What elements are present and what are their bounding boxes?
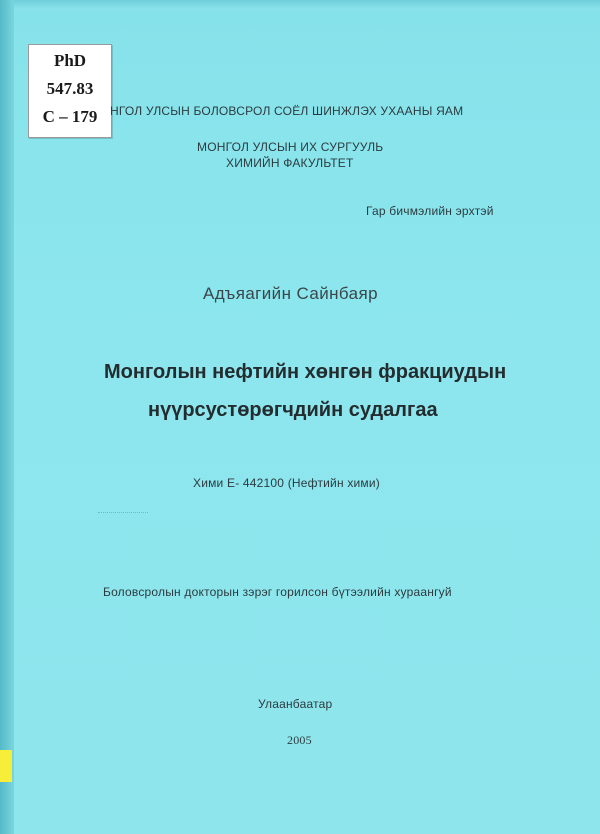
specialty-code: Хими Е- 442100 (Нефтийн хими) — [193, 476, 380, 490]
city: Улаанбаатар — [258, 697, 333, 711]
year: 2005 — [287, 733, 312, 747]
faculty-name: ХИМИЙН ФАКУЛЬТЕТ — [226, 156, 354, 170]
faint-mark — [98, 512, 148, 516]
call-number-line3: C – 179 — [42, 107, 98, 126]
library-call-number-label — [28, 44, 112, 138]
yellow-tab — [0, 750, 12, 782]
manuscript-rights-note: Гар бичмэлийн эрхтэй — [366, 204, 494, 218]
thesis-title-line2: нүүрсустөрөгчдийн судалгаа — [148, 399, 438, 421]
author-name: Адъяагийн Сайнбаяр — [203, 284, 378, 303]
degree-abstract-note: Боловсролын докторын зэрэг горилсон бүтээлийн хураангуй — [103, 585, 452, 599]
call-number-line1: PhD — [53, 51, 87, 70]
thesis-title-line1: Монголын нефтийн хөнгөн фракциудын — [104, 361, 507, 383]
cover-left-edge — [0, 0, 14, 834]
cover-top-edge — [0, 0, 600, 10]
ministry-header: НГОЛ УЛСЫН БОЛОВСРОЛ СОЁЛ ШИНЖЛЭХ УХААНЫ ЯАМ — [110, 104, 464, 118]
call-number-line2: 547.83 — [46, 79, 94, 98]
university-name: МОНГОЛ УЛСЫН ИХ СУРГУУЛЬ — [197, 140, 384, 154]
